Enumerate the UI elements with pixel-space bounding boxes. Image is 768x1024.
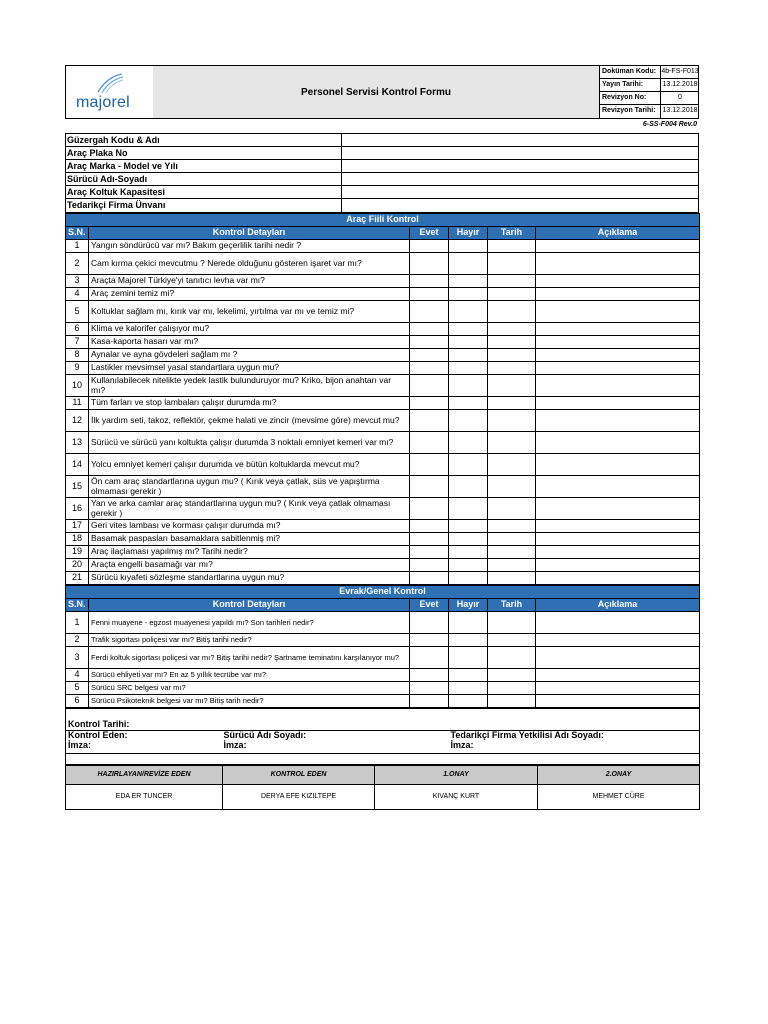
check-row [66,336,700,349]
check-row [66,520,700,533]
signature-label: İmza: [450,739,474,750]
no-cell[interactable] [449,612,488,634]
meta-row [600,79,699,92]
notes-cell[interactable] [536,520,700,533]
notes-cell[interactable] [536,498,700,520]
info-row [66,160,698,173]
date-cell[interactable] [488,275,536,288]
check-row [66,454,700,476]
info-row [66,134,698,147]
meta-key: Doküman Kodu: [600,66,661,78]
no-cell[interactable] [449,288,488,301]
row-number: 17 [66,520,89,533]
date-cell[interactable] [488,288,536,301]
notes-cell[interactable] [536,323,700,336]
no-cell[interactable] [449,476,488,498]
yes-cell[interactable] [410,476,449,498]
yes-cell[interactable] [410,669,449,682]
check-row [66,695,700,708]
row-number: 1 [66,240,89,253]
notes-cell[interactable] [536,476,700,498]
yes-cell[interactable] [410,275,449,288]
notes-cell[interactable] [536,647,700,669]
no-cell[interactable] [449,520,488,533]
row-number: 20 [66,559,89,572]
driver-cell[interactable] [222,731,449,754]
col-no: Hayır [449,599,488,612]
driver-label: Sürücü Adı Soyadı: [223,730,307,740]
meta-value: 4b-FS-F013 [661,68,699,75]
row-number: 18 [66,533,89,546]
yes-cell[interactable] [410,240,449,253]
row-number: 21 [66,572,89,585]
row-number: 5 [66,682,89,695]
no-cell[interactable] [449,275,488,288]
yes-cell[interactable] [410,362,449,375]
row-number: 8 [66,349,89,362]
controller-label: Kontrol Eden: [68,730,128,740]
row-question: Fenni muayene - egzost muayenesi yapıldı mı? Son tarihleri nedir? [89,612,410,634]
row-question: Araç zemini temiz mi? [89,288,410,301]
check-row [66,275,700,288]
check-row [66,253,700,275]
yes-cell[interactable] [410,375,449,397]
control-date-label: Kontrol Tarihi: [66,719,700,731]
no-cell[interactable] [449,454,488,476]
spacer [66,754,700,765]
controller-cell[interactable] [66,731,222,754]
notes-cell[interactable] [536,695,700,708]
revision-ref: 6-SS-F004 Rev.0 [642,121,697,128]
meta-key: Revizyon No: [600,92,661,104]
col-no: Hayır [449,227,488,240]
row-question: Sürücü Psikoteknik belgesi var mı? Bitiş tarih nedir? [89,695,410,708]
date-cell[interactable] [488,432,536,454]
logo-text: majorel [76,94,130,111]
notes-cell[interactable] [536,397,700,410]
notes-cell[interactable] [536,454,700,476]
yes-cell[interactable] [410,572,449,585]
col-details: Kontrol Detayları [89,599,410,612]
yes-cell[interactable] [410,559,449,572]
date-cell[interactable] [488,546,536,559]
no-cell[interactable] [449,669,488,682]
info-label: Araç Plaka No [66,147,342,159]
row-number: 7 [66,336,89,349]
yes-cell[interactable] [410,410,449,432]
row-question: Yangın söndürücü var mı? Bakım geçerlilik tarihi nedir ? [89,240,410,253]
yes-cell[interactable] [410,454,449,476]
date-cell[interactable] [488,410,536,432]
row-question: Sürücü ehliyeti var mı? En az 5 yıllık tecrübe var mı? [89,669,410,682]
notes-cell[interactable] [536,349,700,362]
yes-cell[interactable] [410,546,449,559]
date-cell[interactable] [488,520,536,533]
info-label: Araç Koltuk Kapasitesi [66,186,342,198]
row-question: Klima ve kalorifer çalışıyor mu? [89,323,410,336]
check-row [66,498,700,520]
no-cell[interactable] [449,410,488,432]
column-header-row [66,599,700,612]
row-number: 5 [66,301,89,323]
notes-cell[interactable] [536,634,700,647]
approver-name: EDA ER TUNCER [66,785,223,810]
no-cell[interactable] [449,397,488,410]
date-cell[interactable] [488,572,536,585]
yes-cell[interactable] [410,432,449,454]
row-question: Geri vites lambası ve korması çalışır durumda mı? [89,520,410,533]
info-row [66,173,698,186]
no-cell[interactable] [449,533,488,546]
info-value-field[interactable] [342,134,698,146]
date-cell[interactable] [488,634,536,647]
info-row [66,147,698,160]
no-cell[interactable] [449,375,488,397]
yes-cell[interactable] [410,336,449,349]
section-title: Evrak/Genel Kontrol [66,586,700,599]
info-label: Sürücü Adı-Soyadı [66,173,342,185]
row-number: 9 [66,362,89,375]
date-cell[interactable] [488,362,536,375]
row-number: 11 [66,397,89,410]
yes-cell[interactable] [410,349,449,362]
form-document [65,65,699,810]
approver-name: KIVANÇ KURT [375,785,538,810]
document-meta [600,66,699,118]
check-row [66,323,700,336]
notes-cell[interactable] [536,669,700,682]
col-date: Tarih [488,227,536,240]
notes-cell[interactable] [536,288,700,301]
yes-cell[interactable] [410,288,449,301]
row-question: Lastikler mevsimsel yasal standartlara uygun mu? [89,362,410,375]
meta-key: Yayın Tarihi: [600,79,661,91]
check-row [66,634,700,647]
check-row [66,432,700,454]
approval-header-row [66,766,700,785]
check-row [66,546,700,559]
col-details: Kontrol Detayları [89,227,410,240]
signature-block [65,708,700,765]
row-question: Kullanılabilecek nitelikte yedek lastik bulunduruyor mu? Kriko, bijon anahtarı var mı? [89,375,410,397]
yes-cell[interactable] [410,533,449,546]
notes-cell[interactable] [536,682,700,695]
form-title: Personel Servisi Kontrol Formu [300,86,452,98]
spacer [66,709,700,720]
no-cell[interactable] [449,498,488,520]
date-cell[interactable] [488,375,536,397]
no-cell[interactable] [449,253,488,275]
row-question: Tüm farları ve stop lambaları çalışır durumda mı? [89,397,410,410]
check-row [66,288,700,301]
col-notes: Açıklama [536,227,700,240]
row-question: Koltuklar sağlam mı, kırık var mı, lekelimi, yırtılma var mı ve temiz mi? [89,301,410,323]
row-question: Sürücü kıyafeti sözleşme standartlarına uygun mu? [89,572,410,585]
row-question: Cam kırma çekici mevcutmu ? Nerede olduğunu gösteren işaret var mı? [89,253,410,275]
approval-header: 2.ONAY [538,766,700,785]
meta-value: 0 [678,94,682,101]
row-question: Ferdi koltuk sigortası poliçesi var mı? Bitiş tarihi nedir? Şartname teminatını karşılanıyor mu? [89,647,410,669]
row-question: Sürücü SRC belgesi var mı? [89,682,410,695]
info-value-field[interactable] [342,186,698,198]
row-number: 4 [66,669,89,682]
meta-row [600,105,699,118]
info-value-field[interactable] [342,147,698,159]
notes-cell[interactable] [536,410,700,432]
notes-cell[interactable] [536,301,700,323]
approver-name: MEHMET CÜRE [538,785,700,810]
yes-cell[interactable] [410,253,449,275]
vehicle-info [65,133,699,213]
no-cell[interactable] [449,634,488,647]
notes-cell[interactable] [536,253,700,275]
info-value-field[interactable] [342,173,698,185]
notes-cell[interactable] [536,572,700,585]
info-row [66,186,698,199]
date-cell[interactable] [488,669,536,682]
row-number: 15 [66,476,89,498]
row-question: Ön cam araç standartlarına uygun mu? ( Kırık veya çatlak, süs ve yapıştırma olmaması gerekir ) [89,476,410,498]
row-number: 14 [66,454,89,476]
row-number: 6 [66,695,89,708]
check-row [66,572,700,585]
row-number: 19 [66,546,89,559]
check-row [66,533,700,546]
yes-cell[interactable] [410,397,449,410]
row-number: 10 [66,375,89,397]
date-cell[interactable] [488,476,536,498]
meta-value: 13.12.2018 [662,81,698,88]
form-header [65,65,699,119]
notes-cell[interactable] [536,612,700,634]
no-cell[interactable] [449,695,488,708]
no-cell[interactable] [449,572,488,585]
row-number: 4 [66,288,89,301]
row-question: Yan ve arka camlar araç standartlarına uygun mu? ( Kırık veya çatlak olmaması gerekir ) [89,498,410,520]
no-cell[interactable] [449,323,488,336]
row-number: 3 [66,647,89,669]
row-number: 2 [66,253,89,275]
date-cell[interactable] [488,612,536,634]
yes-cell[interactable] [410,498,449,520]
col-yes: Evet [410,599,449,612]
date-cell[interactable] [488,253,536,275]
col-yes: Evet [410,227,449,240]
date-cell[interactable] [488,349,536,362]
notes-cell[interactable] [536,275,700,288]
form-title-cell [153,66,600,118]
yes-cell[interactable] [410,612,449,634]
row-question: Basamak paspasları basamaklara sabitlenmiş mi? [89,533,410,546]
no-cell[interactable] [449,559,488,572]
yes-cell[interactable] [410,634,449,647]
row-number: 3 [66,275,89,288]
check-row [66,647,700,669]
row-question: Araçta Majorel Türkiye'yi tanıtıcı levha var mı? [89,275,410,288]
notes-cell[interactable] [536,559,700,572]
supplier-label: Tedarikçi Firma Yetkilisi Adı Soyadı: [450,730,604,740]
meta-value: 13.12.2018 [662,107,698,114]
yes-cell[interactable] [410,323,449,336]
col-date: Tarih [488,599,536,612]
check-row [66,375,700,397]
date-cell[interactable] [488,498,536,520]
approver-name: DERYA EFE KIZILTEPE [223,785,375,810]
no-cell[interactable] [449,240,488,253]
notes-cell[interactable] [536,533,700,546]
no-cell[interactable] [449,682,488,695]
info-value-field[interactable] [342,199,698,212]
signature-label: İmza: [223,739,247,750]
info-label: Araç Marka - Model ve Yılı [66,160,342,172]
meta-row [600,66,699,79]
approval-header: 1.ONAY [375,766,538,785]
info-label: Tedarikçi Firma Ünvanı [66,199,342,212]
row-number: 2 [66,634,89,647]
no-cell[interactable] [449,647,488,669]
meta-row [600,92,699,105]
no-cell[interactable] [449,546,488,559]
date-cell[interactable] [488,647,536,669]
row-number: 12 [66,410,89,432]
date-cell[interactable] [488,454,536,476]
notes-cell[interactable] [536,546,700,559]
row-question: Trafik sigortası poliçesi var mı? Bitiş tarihi nedir? [89,634,410,647]
check-row [66,349,700,362]
document-check-table [65,585,700,708]
approval-table [65,765,700,810]
date-cell[interactable] [488,695,536,708]
date-cell[interactable] [488,397,536,410]
check-row [66,362,700,375]
signature-label: İmza: [68,739,92,750]
yes-cell[interactable] [410,647,449,669]
row-question: Kasa-kaporta hasarı var mı? [89,336,410,349]
no-cell[interactable] [449,349,488,362]
row-question: Sürücü ve sürücü yanı koltukta çalışır durumda 3 noktalı emniyet kemeri var mı? [89,432,410,454]
date-cell[interactable] [488,323,536,336]
no-cell[interactable] [449,362,488,375]
approval-header: KONTROL EDEN [223,766,375,785]
col-sn: S.N. [66,227,89,240]
check-row [66,397,700,410]
date-cell[interactable] [488,336,536,349]
row-number: 1 [66,612,89,634]
yes-cell[interactable] [410,695,449,708]
logo [66,66,154,118]
check-row [66,410,700,432]
no-cell[interactable] [449,301,488,323]
notes-cell[interactable] [536,336,700,349]
row-question: Araçta engelli basamağı var mı? [89,559,410,572]
notes-cell[interactable] [536,375,700,397]
meta-key: Revizyon Tarihi: [600,105,661,118]
supplier-cell[interactable] [449,731,700,754]
row-question: Aynalar ve ayna gövdeleri sağlam mı ? [89,349,410,362]
info-value-field[interactable] [342,160,698,172]
row-question: Araç ilaçlaması yapılmış mı? Tarihi nedir? [89,546,410,559]
info-label: Güzergah Kodu & Adı [66,134,342,146]
info-row [66,199,698,212]
check-row [66,240,700,253]
col-notes: Açıklama [536,599,700,612]
check-row [66,612,700,634]
col-sn: S.N. [66,599,89,612]
date-cell[interactable] [488,301,536,323]
column-header-row [66,227,700,240]
date-cell[interactable] [488,559,536,572]
check-row [66,669,700,682]
yes-cell[interactable] [410,520,449,533]
date-cell[interactable] [488,533,536,546]
row-question: İlk yardım seti, takoz, reflektör, çekme halati ve zincir (mevsime göre) mevcut mu? [89,410,410,432]
notes-cell[interactable] [536,362,700,375]
no-cell[interactable] [449,432,488,454]
notes-cell[interactable] [536,240,700,253]
row-number: 6 [66,323,89,336]
no-cell[interactable] [449,336,488,349]
yes-cell[interactable] [410,301,449,323]
check-row [66,682,700,695]
row-question: Yolcu emniyet kemeri çalışır durumda ve bütün koltuklarda mevcut mu? [89,454,410,476]
vehicle-check-table [65,213,700,585]
approval-header: HAZIRLAYAN/REVİZE EDEN [66,766,223,785]
date-cell[interactable] [488,682,536,695]
logo-mark-icon [96,72,124,94]
date-cell[interactable] [488,240,536,253]
section-title: Araç Fiili Kontrol [66,214,700,227]
notes-cell[interactable] [536,432,700,454]
check-row [66,476,700,498]
approval-name-row [66,785,700,810]
check-row [66,301,700,323]
row-number: 16 [66,498,89,520]
yes-cell[interactable] [410,682,449,695]
row-number: 13 [66,432,89,454]
check-row [66,559,700,572]
